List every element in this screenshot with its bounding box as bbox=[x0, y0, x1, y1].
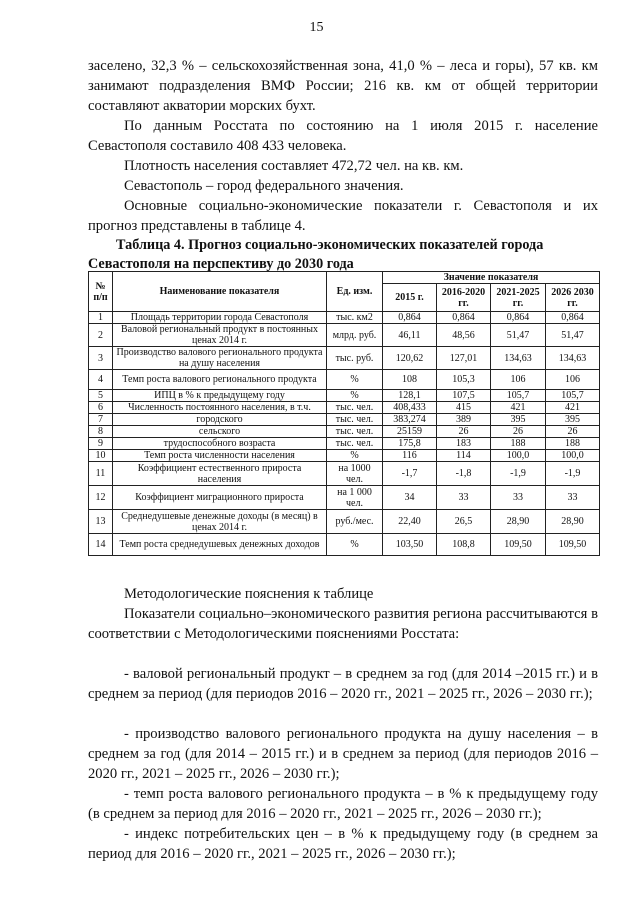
row-number: 4 bbox=[89, 370, 113, 390]
row-unit: тыс. чел. bbox=[327, 438, 383, 450]
row-value-2015: 22,40 bbox=[383, 510, 437, 534]
row-unit: тыс. чел. bbox=[327, 426, 383, 438]
table-row bbox=[89, 486, 600, 510]
row-value-2021-2025: 51,47 bbox=[491, 324, 546, 347]
header-unit: Ед. изм. bbox=[327, 272, 383, 312]
row-number: 6 bbox=[89, 402, 113, 414]
row-value-2026-2030: 109,50 bbox=[546, 534, 600, 556]
row-indicator-name: трудоспособного возраста bbox=[113, 438, 327, 450]
row-indicator-name: ИПЦ в % к предыдущему году bbox=[113, 390, 327, 402]
row-number: 14 bbox=[89, 534, 113, 556]
table-row bbox=[89, 390, 600, 402]
row-value-2016-2020: 108,8 bbox=[437, 534, 491, 556]
methodology-paragraph-5: - индекс потребительских цен – в % к предыдущему году (в среднем за период для 2016 – 2020 гг., 2021 – 2025 гг., 2026 – 2030 гг.); bbox=[88, 826, 598, 862]
row-number: 10 bbox=[89, 450, 113, 462]
row-value-2021-2025: 188 bbox=[491, 438, 546, 450]
header-year-2016-2020: 2016-2020 гг. bbox=[437, 284, 491, 312]
row-value-2026-2030: 33 bbox=[546, 486, 600, 510]
intro-paragraph-3: Плотность населения составляет 472,72 чел. на кв. км. bbox=[124, 158, 464, 174]
row-indicator-name: Среднедушевые денежные доходы (в месяц) в ценах 2014 г. bbox=[113, 510, 327, 534]
row-value-2015: -1,7 bbox=[383, 462, 437, 486]
row-unit: на 1000 чел. bbox=[327, 462, 383, 486]
row-value-2026-2030: 134,63 bbox=[546, 347, 600, 370]
row-value-2015: 383,274 bbox=[383, 414, 437, 426]
table-title bbox=[88, 236, 598, 274]
intro-paragraph-4: Севастополь – город федерального значения. bbox=[124, 178, 404, 194]
row-value-2021-2025: 109,50 bbox=[491, 534, 546, 556]
intro-paragraph-2: По данным Росстата по состоянию на 1 июля 2015 г. население Севастополя составило 408 433 человека. bbox=[88, 118, 598, 154]
row-value-2015: 25159 bbox=[383, 426, 437, 438]
table-row bbox=[89, 438, 600, 450]
row-indicator-name: сельского bbox=[113, 426, 327, 438]
row-value-2021-2025: 100,0 bbox=[491, 450, 546, 462]
row-indicator-name: городского bbox=[113, 414, 327, 426]
table-row bbox=[89, 370, 600, 390]
row-value-2026-2030: 105,7 bbox=[546, 390, 600, 402]
header-values-group: Значение показателя bbox=[383, 272, 600, 284]
row-value-2015: 108 bbox=[383, 370, 437, 390]
row-number: 2 bbox=[89, 324, 113, 347]
row-number: 11 bbox=[89, 462, 113, 486]
methodology-paragraph-4: - темп роста валового регионального продукта – в % к предыдущему году (в среднем за период для 2016 – 2020 гг., 2021 – 2025 гг., 2026 – 2030 гг.); bbox=[88, 786, 598, 822]
row-unit: тыс. км2 bbox=[327, 312, 383, 324]
row-number: 3 bbox=[89, 347, 113, 370]
table-row bbox=[89, 462, 600, 486]
row-number: 8 bbox=[89, 426, 113, 438]
row-value-2015: 103,50 bbox=[383, 534, 437, 556]
row-value-2026-2030: 28,90 bbox=[546, 510, 600, 534]
row-value-2015: 120,62 bbox=[383, 347, 437, 370]
row-value-2016-2020: 48,56 bbox=[437, 324, 491, 347]
row-number: 13 bbox=[89, 510, 113, 534]
row-indicator-name: Коэффициент естественного прироста населения bbox=[113, 462, 327, 486]
intro-paragraph-5: Основные социально-экономические показатели г. Севастополя и их прогноз представлены в таблице 4. bbox=[88, 198, 598, 234]
row-value-2016-2020: 389 bbox=[437, 414, 491, 426]
row-number: 1 bbox=[89, 312, 113, 324]
methodology-paragraph-3: - производство валового регионального продукта на душу населения – в среднем за год (для 2014 – 2015 гг.) и в среднем за период (для периодов 2016 – 2020 гг., 2021 – 2025 гг., 2026 – 2030 гг.); bbox=[88, 726, 598, 782]
table-row bbox=[89, 450, 600, 462]
methodology-heading: Методологические пояснения к таблице bbox=[124, 586, 374, 602]
row-value-2026-2030: 100,0 bbox=[546, 450, 600, 462]
row-value-2015: 46,11 bbox=[383, 324, 437, 347]
row-unit: % bbox=[327, 390, 383, 402]
methodology-paragraph-1: Показатели социально–экономического развития региона рассчитываются в соответствии с Методологическими пояснениями Росстата: bbox=[88, 606, 598, 642]
header-name: Наименование показателя bbox=[113, 272, 327, 312]
table-row bbox=[89, 402, 600, 414]
row-unit: % bbox=[327, 450, 383, 462]
row-value-2016-2020: -1,8 bbox=[437, 462, 491, 486]
row-unit: % bbox=[327, 534, 383, 556]
table-row bbox=[89, 414, 600, 426]
row-value-2016-2020: 0,864 bbox=[437, 312, 491, 324]
row-unit: тыс. руб. bbox=[327, 347, 383, 370]
row-value-2016-2020: 183 bbox=[437, 438, 491, 450]
row-value-2021-2025: 105,7 bbox=[491, 390, 546, 402]
row-value-2016-2020: 26,5 bbox=[437, 510, 491, 534]
table-title-line-2: Севастополя на перспективу до 2030 года bbox=[88, 256, 354, 272]
row-indicator-name: Темп роста валового регионального продукта bbox=[113, 370, 327, 390]
row-value-2016-2020: 415 bbox=[437, 402, 491, 414]
row-value-2021-2025: 421 bbox=[491, 402, 546, 414]
row-value-2016-2020: 105,3 bbox=[437, 370, 491, 390]
page-number: 15 bbox=[309, 20, 324, 35]
row-value-2021-2025: 33 bbox=[491, 486, 546, 510]
row-value-2021-2025: 28,90 bbox=[491, 510, 546, 534]
header-num: № п/п bbox=[89, 272, 113, 312]
row-value-2021-2025: 0,864 bbox=[491, 312, 546, 324]
intro-paragraph-1: заселено, 32,3 % – сельскохозяйственная зона, 41,0 % – леса и горы), 57 кв. км занимают подразделения ВМФ России; 216 кв. км от общей территории составляют акватории морских бухт. bbox=[88, 58, 598, 114]
row-value-2021-2025: 106 bbox=[491, 370, 546, 390]
table-title-line-1: Таблица 4. Прогноз социально-экономических показателей города bbox=[116, 237, 544, 253]
row-unit: тыс. чел. bbox=[327, 414, 383, 426]
row-value-2015: 0,864 bbox=[383, 312, 437, 324]
row-unit: % bbox=[327, 370, 383, 390]
row-indicator-name: Темп роста численности населения bbox=[113, 450, 327, 462]
row-indicator-name: Численность постоянного населения, в т.ч. bbox=[113, 402, 327, 414]
row-value-2021-2025: 395 bbox=[491, 414, 546, 426]
row-value-2026-2030: 188 bbox=[546, 438, 600, 450]
row-value-2015: 116 bbox=[383, 450, 437, 462]
row-value-2026-2030: 421 bbox=[546, 402, 600, 414]
row-value-2026-2030: 106 bbox=[546, 370, 600, 390]
row-value-2015: 175,8 bbox=[383, 438, 437, 450]
row-value-2026-2030: 395 bbox=[546, 414, 600, 426]
table-row bbox=[89, 347, 600, 370]
row-value-2026-2030: 51,47 bbox=[546, 324, 600, 347]
row-value-2026-2030: 26 bbox=[546, 426, 600, 438]
row-indicator-name: Производство валового регионального продукта на душу населения bbox=[113, 347, 327, 370]
table-row bbox=[89, 510, 600, 534]
table-row bbox=[89, 312, 600, 324]
row-unit: на 1 000 чел. bbox=[327, 486, 383, 510]
header-year-2021-2025: 2021-2025 гг. bbox=[491, 284, 546, 312]
row-indicator-name: Площадь территории города Севастополя bbox=[113, 312, 327, 324]
row-indicator-name: Валовой региональный продукт в постоянных ценах 2014 г. bbox=[113, 324, 327, 347]
row-unit: тыс. чел. bbox=[327, 402, 383, 414]
row-value-2015: 408,433 bbox=[383, 402, 437, 414]
row-value-2015: 128,1 bbox=[383, 390, 437, 402]
header-year-2026-2030: 2026 2030 гг. bbox=[546, 284, 600, 312]
row-value-2026-2030: -1,9 bbox=[546, 462, 600, 486]
indicators-table bbox=[88, 271, 600, 556]
row-value-2016-2020: 107,5 bbox=[437, 390, 491, 402]
row-number: 9 bbox=[89, 438, 113, 450]
row-value-2016-2020: 33 bbox=[437, 486, 491, 510]
header-year-2015: 2015 г. bbox=[383, 284, 437, 312]
row-number: 7 bbox=[89, 414, 113, 426]
table-row bbox=[89, 534, 600, 556]
row-value-2021-2025: 134,63 bbox=[491, 347, 546, 370]
row-unit: млрд. руб. bbox=[327, 324, 383, 347]
row-value-2021-2025: -1,9 bbox=[491, 462, 546, 486]
row-value-2015: 34 bbox=[383, 486, 437, 510]
row-value-2021-2025: 26 bbox=[491, 426, 546, 438]
row-number: 12 bbox=[89, 486, 113, 510]
row-indicator-name: Темп роста среднедушевых денежных доходов bbox=[113, 534, 327, 556]
table-row bbox=[89, 426, 600, 438]
row-value-2016-2020: 26 bbox=[437, 426, 491, 438]
row-unit: руб./мес. bbox=[327, 510, 383, 534]
methodology-paragraph-2: - валовой региональный продукт – в среднем за год (для 2014 –2015 гг.) и в среднем за период (для периодов 2016 – 2020 гг., 2021 – 2025 гг., 2026 – 2030 гг.); bbox=[88, 666, 598, 702]
table-row bbox=[89, 324, 600, 347]
row-indicator-name: Коэффициент миграционного прироста bbox=[113, 486, 327, 510]
row-value-2026-2030: 0,864 bbox=[546, 312, 600, 324]
row-value-2016-2020: 127,01 bbox=[437, 347, 491, 370]
row-number: 5 bbox=[89, 390, 113, 402]
row-value-2016-2020: 114 bbox=[437, 450, 491, 462]
